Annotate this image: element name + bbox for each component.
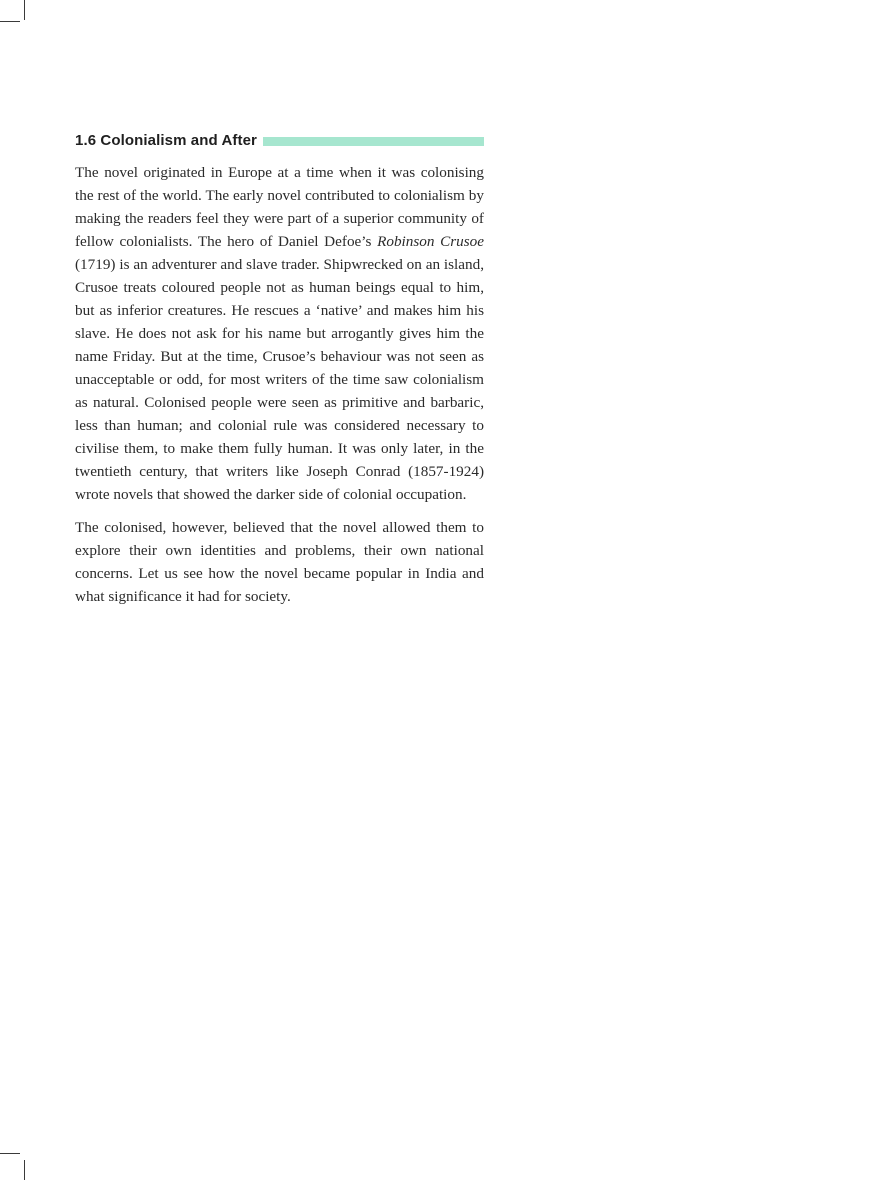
crop-mark-bottom-left-vertical — [24, 1160, 25, 1180]
body-paragraph-2: The colonised, however, believed that the novel allowed them to explore their own identities and problems, their own national concerns. Let us see how the novel became popular in India and what significance it had for society. — [75, 519, 484, 605]
section-heading-row — [75, 129, 484, 151]
crop-mark-top-left-horizontal — [0, 21, 20, 22]
crop-mark-bottom-left-horizontal — [0, 1153, 20, 1154]
section-heading: 1.6 Colonialism and After — [75, 131, 257, 149]
paragraph-1-text-b: (1719) is an adventurer and slave trader. Shipwrecked on an island, Crusoe treats coloured people not as human beings equal to him, but as inferior creatures. He rescues a ‘native’ and makes him his slave. He does not ask for his name but arrogantly gives him the name Friday. But at the time, Crusoe’s behaviour was not seen as unacceptable or odd, for most writers of the time saw colonialism as natural. Colonised people were seen as primitive and barbaric, less than human; and colonial rule was considered necessary to civilise them, to make them fully human. It was only later, in the twentieth century, that writers like Joseph Conrad (1857-1924) wrote novels that showed the darker side of colonial occupation. — [75, 256, 484, 503]
crop-mark-top-left-vertical — [24, 0, 25, 20]
section-colonialism — [75, 129, 484, 618]
body-paragraph-1 — [75, 161, 484, 506]
paragraph-1-text-a: The novel originated in Europe at a time when it was colonising the rest of the world. The early novel contributed to colonialism by making the readers feel they were part of a superior community of fellow colonialists. The hero of Daniel Defoe’s — [75, 164, 484, 250]
heading-accent-bar — [263, 137, 484, 146]
book-title-robinson-crusoe: Robinson Crusoe — [377, 233, 484, 250]
